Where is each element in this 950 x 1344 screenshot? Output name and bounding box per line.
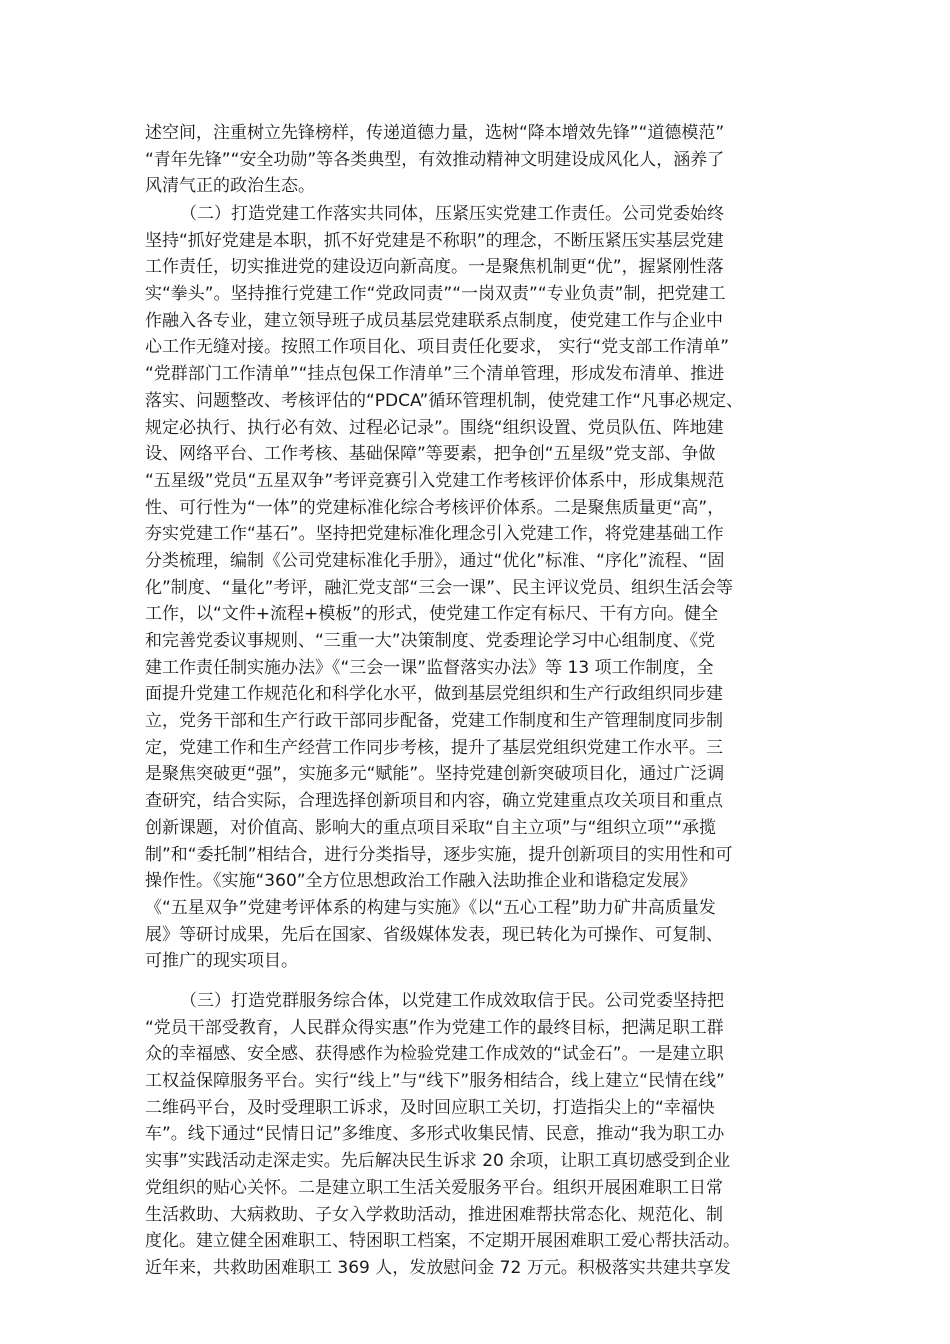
text-line: 夯实党建工作“基石”。坚持把党建标准化理念引入党建工作，将党建基础工作	[145, 524, 724, 545]
text-line: 二维码平台，及时受理职工诉求，及时回应职工关切，打造指尖上的“幸福快	[145, 1097, 715, 1118]
paragraph-3	[145, 988, 815, 1282]
text-line: 心工作无缝对接。按照工作项目化、项目责任化要求， 实行“党支部工作清单”	[145, 337, 730, 358]
text-line: 众的幸福感、安全感、获得感作为检验党建工作成效的“试金石”。一是建立职	[145, 1044, 724, 1065]
text-line: 建工作责任制实施办法》《“三会一课”监督落实办法》等 13 项工作制度，全	[145, 657, 714, 678]
text-line: 风清气正的政治生态。	[145, 176, 315, 197]
text-line: 和完善党委议事规则、“三重一大”决策制度、党委理论学习中心组制度、《党	[145, 631, 716, 651]
text-line: 创新课题，对价值高、影响大的重点项目采取“自主立项”与“组织立项”“承揽	[145, 817, 717, 838]
text-line: 落实、问题整改、考核评估的“PDCA”循环管理机制，使党建工作“凡事必规定、	[145, 390, 744, 411]
text-line: “五星级”党员“五星双争”考评竞赛引入党建工作考核评价体系中，形成集规范	[145, 470, 725, 491]
paragraph-1	[145, 120, 815, 200]
text-line: 立，党务干部和生产行政干部同步配备，党建工作制度和生产管理制度同步制	[145, 711, 723, 732]
paragraph-heading-line: （三）打造党群服务综合体，以党建工作成效取信于民。公司党委坚持把	[180, 991, 724, 1011]
paragraph-heading-line: （二）打造党建工作落实共同体，压紧压实党建工作责任。公司党委始终	[180, 204, 724, 224]
text-line: 操作性。《实施“360”全方位思想政治工作融入法助推企业和谐稳定发展》	[145, 871, 697, 892]
text-line: “党群部门工作清单”“挂点包保工作清单”三个清单管理，形成发布清单、推进	[145, 364, 725, 385]
text-line: 是聚焦突破更“强”，实施多元“赋能”。坚持党建创新突破项目化，通过广泛调	[145, 764, 725, 785]
text-line: 规定必执行、执行必有效、过程必记录”。围绕“组织设置、党员队伍、阵地建	[145, 417, 724, 438]
text-line: 工作，以“文件+流程+模板”的形式，使党建工作定有标尺、干有方向。健全	[145, 604, 719, 625]
text-line: 性、可行性为“一体”的党建标准化综合考核评价体系。二是聚焦质量更“高”，	[145, 497, 725, 518]
text-line: 化”制度、“量化”考评，融汇党支部“三会一课”、民主评议党员、组织生活会等	[145, 577, 734, 598]
text-line: 查研究，结合实际，合理选择创新项目和内容，确立党建重点攻关项目和重点	[145, 791, 723, 812]
text-line: “青年先锋”“安全功勋”等各类典型，有效推动精神文明建设成风化人，涵养了	[145, 149, 725, 170]
text-line: 生活救助、大病救助、子女入学救助活动，推进困难帮扶常态化、规范化、制	[145, 1204, 723, 1225]
text-line: 面提升党建工作规范化和科学化水平，做到基层党组织和生产行政组织同步建	[145, 684, 723, 705]
paragraph-2	[145, 201, 815, 975]
text-line: 度化。建立健全困难职工、特困职工档案，不定期开展困难职工爱心帮扶活动。	[145, 1231, 740, 1252]
text-line: 近年来，共救助困难职工 369 人，发放慰问金 72 万元。积极落实共建共享发	[145, 1257, 731, 1278]
text-line: 工作责任，切实推进党的建设迈向新高度。一是聚焦机制更“优”，握紧刚性落	[145, 257, 724, 278]
text-line: 《“五星双争”党建考评体系的构建与实施》《以“五心工程”助力矿井高质量发	[145, 897, 716, 918]
text-line: 党组织的贴心关怀。二是建立职工生活关爱服务平台。组织开展困难职工日常	[145, 1177, 723, 1198]
text-line: 作融入各专业，建立领导班子成员基层党建联系点制度，使党建工作与企业中	[145, 310, 723, 331]
text-line: 实事”实践活动走深走实。先后解决民生诉求 20 余项，让职工真切感受到企业	[145, 1151, 731, 1172]
text-line: 实“拳头”。坚持推行党建工作“党政同责”“一岗双责”“专业负责”制，把党建工	[145, 284, 726, 305]
text-line: 坚持“抓好党建是本职，抓不好党建是不称职”的理念，不断压紧压实基层党建	[145, 230, 724, 251]
text-line: 述空间，注重树立先锋榜样，传递道德力量，选树“降本增效先锋”“道德模范”	[145, 123, 725, 143]
text-line: 定，党建工作和生产经营工作同步考核，提升了基层党组织党建工作水平。三	[145, 737, 723, 758]
text-line: 展》等研讨成果，先后在国家、省级媒体发表，现已转化为可操作、可复制、	[145, 924, 723, 945]
text-line: 设、网络平台、工作考核、基础保障”等要素，把争创“五星级”党支部、争做	[145, 444, 716, 465]
text-line: 工权益保障服务平台。实行“线上”与“线下”服务相结合，线上建立“民情在线”	[145, 1071, 725, 1092]
text-line: “党员干部受教育，人民群众得实惠”作为党建工作的最终目标，把满足职工群	[145, 1017, 724, 1038]
text-line: 制”和“委托制”相结合，进行分类指导，逐步实施，提升创新项目的实用性和可	[145, 844, 733, 865]
text-line: 分类梳理，编制《公司党建标准化手册》，通过“优化”标准、“序化”流程、“固	[145, 550, 725, 571]
text-line: 车”。线下通过“民情日记”多维度、多形式收集民情、民意，推动“我为职工办	[145, 1124, 725, 1145]
text-line: 可推广的现实项目。	[145, 951, 298, 972]
